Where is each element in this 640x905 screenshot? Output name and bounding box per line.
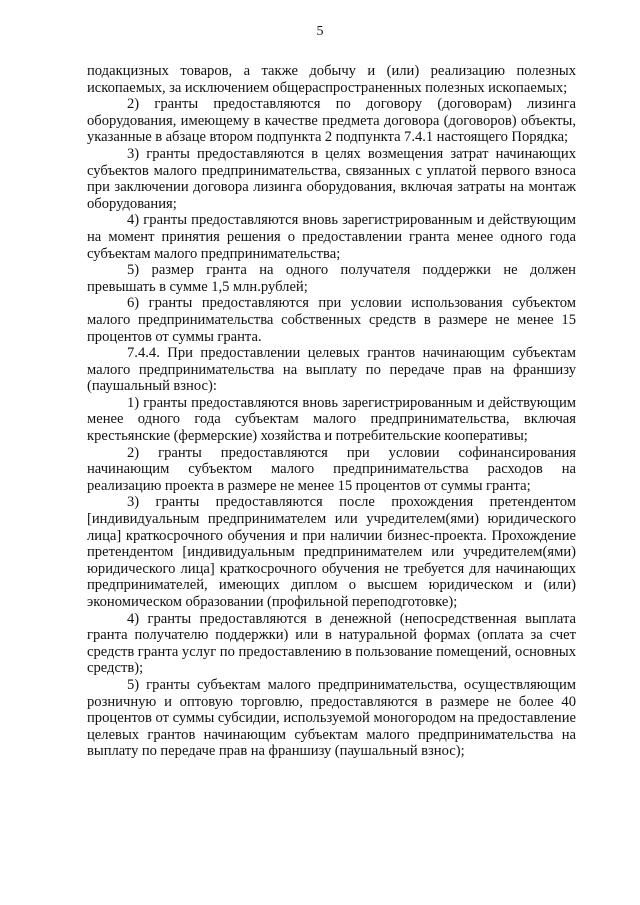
paragraph-item-4-newly-registered: 4) гранты предоставляются вновь зарегистрированным и действующим на момент принятия решения о предоставлении гранта менее одного года субъектам малого предпринимательства; (87, 212, 576, 262)
paragraph-item-2-leasing-agreement: 2) гранты предоставляются по договору (договорам) лизинга оборудования, имеющему в качестве предмета договора (договоров) объекты, указанные в абзаце втором подпункта 2 подпункта 7.4.1 настоящего Порядка; (87, 96, 576, 146)
page-number: 5 (316, 24, 324, 39)
paragraph-franchise-item-1: 1) гранты предоставляются вновь зарегистрированным и действующим менее одного года субъектам малого предпринимательства, включая крестьянские (фермерские) хозяйства и потребительские кооперативы; (87, 394, 576, 445)
paragraph-franchise-item-4: 4) гранты предоставляются в денежной (непосредственная выплата гранта получателю поддержки) или в натуральной формах (оплата за счет средств гранта услуг по предоставлению в пользование помещений, основных средств); (87, 610, 576, 677)
paragraph-section-7-4-4: 7.4.4. При предоставлении целевых грантов начинающим субъектам малого предпринимательства на выплату по передаче прав на франшизу (паушальный взнос): (87, 345, 576, 395)
paragraph-item-3-first-payment: 3) гранты предоставляются в целях возмещения затрат начинающих субъектов малого предпринимательства, связанных с уплатой первого взноса при заключении договора лизинга оборудования, включая затраты на монтаж оборудования; (87, 145, 576, 212)
paragraph-item-5-grant-size: 5) размер гранта на одного получателя поддержки не должен превышать в сумме 1,5 млн.рублей; (87, 262, 576, 295)
paragraph-continuation: подакцизных товаров, а также добычу и (или) реализацию полезных ископаемых, за исключением общераспространенных полезных ископаемых; (87, 63, 576, 96)
paragraph-franchise-item-2: 2) гранты предоставляются при условии софинансирования начинающим субъектом малого предпринимательства расходов на реализацию проекта в размере не менее 15 процентов от суммы гранта; (87, 444, 576, 494)
paragraph-franchise-item-3: 3) гранты предоставляются после прохождения претендентом [индивидуальным предпринимателем или учредителем(ями) юридического лица] краткосрочного обучения и при наличии бизнес-проекта. Прохождение претендентом [индивидуальным предпринимателем или учредителем(ями) юридического лица] краткосрочного обучения не требуется для начинающих предпринимателей, имеющих диплом о высшем юридическом и (или) экономическом образовании (профильной переподготовке); (87, 494, 576, 610)
document-body (87, 63, 576, 760)
paragraph-item-6-own-funds: 6) гранты предоставляются при условии использования субъектом малого предпринимательства собственных средств в размере не менее 15 процентов от суммы гранта. (87, 295, 576, 345)
paragraph-franchise-item-5: 5) гранты субъектам малого предпринимательства, осуществляющим розничную и оптовую торговлю, предоставляются в размере не более 40 процентов от суммы субсидии, используемой моногородом на предоставление целевых грантов начинающим субъектам малого предпринимательства на выплату по передаче прав на франшизу (паушальный взнос); (87, 676, 576, 760)
